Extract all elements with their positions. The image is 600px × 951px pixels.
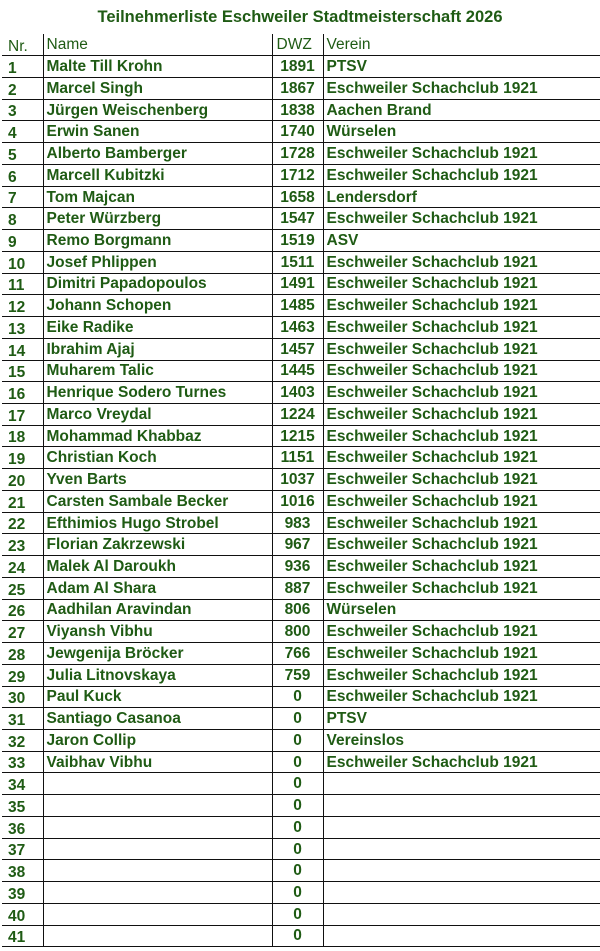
row-dwz: 766 xyxy=(272,643,323,665)
header-dwz: DWZ xyxy=(272,34,323,56)
row-nr: 20 xyxy=(2,469,43,491)
table-row xyxy=(2,534,600,556)
row-verein: Würselen xyxy=(323,599,600,621)
row-dwz: 759 xyxy=(272,664,323,686)
row-dwz: 1215 xyxy=(272,425,323,447)
row-dwz: 1016 xyxy=(272,490,323,512)
row-nr: 22 xyxy=(2,512,43,534)
table-row xyxy=(2,664,600,686)
row-verein: Eschweiler Schachclub 1921 xyxy=(323,77,600,99)
row-dwz: 1658 xyxy=(272,186,323,208)
row-name: Jürgen Weischenberg xyxy=(43,99,272,121)
row-verein: Eschweiler Schachclub 1921 xyxy=(323,382,600,404)
row-dwz: 936 xyxy=(272,556,323,578)
row-name: Christian Koch xyxy=(43,447,272,469)
row-dwz: 1037 xyxy=(272,469,323,491)
table-row xyxy=(2,816,600,838)
row-nr: 21 xyxy=(2,490,43,512)
row-name: Johann Schopen xyxy=(43,295,272,317)
row-verein: Lendersdorf xyxy=(323,186,600,208)
row-verein xyxy=(323,860,600,882)
row-nr: 5 xyxy=(2,143,43,165)
row-name: Adam Al Shara xyxy=(43,577,272,599)
table-row xyxy=(2,447,600,469)
row-nr: 35 xyxy=(2,795,43,817)
table-row xyxy=(2,56,600,78)
row-verein: Eschweiler Schachclub 1921 xyxy=(323,577,600,599)
row-dwz: 1457 xyxy=(272,338,323,360)
header-name: Name xyxy=(43,34,272,56)
row-verein: Eschweiler Schachclub 1921 xyxy=(323,273,600,295)
row-dwz: 1445 xyxy=(272,360,323,382)
row-nr: 19 xyxy=(2,447,43,469)
table-row xyxy=(2,143,600,165)
row-nr: 1 xyxy=(2,56,43,78)
row-name: Santiago Casanoa xyxy=(43,708,272,730)
table-row xyxy=(2,925,600,947)
row-name xyxy=(43,795,272,817)
row-dwz: 0 xyxy=(272,795,323,817)
table-body xyxy=(2,56,600,947)
row-dwz: 1491 xyxy=(272,273,323,295)
table-row xyxy=(2,469,600,491)
row-verein: Eschweiler Schachclub 1921 xyxy=(323,664,600,686)
row-verein: Eschweiler Schachclub 1921 xyxy=(323,512,600,534)
row-nr: 28 xyxy=(2,643,43,665)
row-name: Florian Zakrzewski xyxy=(43,534,272,556)
table-row xyxy=(2,338,600,360)
row-nr: 13 xyxy=(2,317,43,339)
row-name: Jewgenija Bröcker xyxy=(43,643,272,665)
row-verein: Eschweiler Schachclub 1921 xyxy=(323,338,600,360)
row-verein: Eschweiler Schachclub 1921 xyxy=(323,686,600,708)
row-name: Malek Al Daroukh xyxy=(43,556,272,578)
row-dwz: 1867 xyxy=(272,77,323,99)
row-verein: Eschweiler Schachclub 1921 xyxy=(323,403,600,425)
row-verein: Eschweiler Schachclub 1921 xyxy=(323,751,600,773)
table-row xyxy=(2,164,600,186)
header-nr: Nr. xyxy=(2,34,43,56)
row-name: Aadhilan Aravindan xyxy=(43,599,272,621)
row-nr: 16 xyxy=(2,382,43,404)
row-dwz: 806 xyxy=(272,599,323,621)
row-nr: 6 xyxy=(2,164,43,186)
row-verein xyxy=(323,903,600,925)
table-row xyxy=(2,882,600,904)
row-dwz: 0 xyxy=(272,816,323,838)
row-verein: PTSV xyxy=(323,56,600,78)
row-nr: 37 xyxy=(2,838,43,860)
table-row xyxy=(2,382,600,404)
row-dwz: 1463 xyxy=(272,317,323,339)
row-verein: Eschweiler Schachclub 1921 xyxy=(323,534,600,556)
table-header-row xyxy=(2,34,600,56)
row-nr: 11 xyxy=(2,273,43,295)
row-nr: 23 xyxy=(2,534,43,556)
table-row xyxy=(2,686,600,708)
row-name: Dimitri Papadopoulos xyxy=(43,273,272,295)
row-dwz: 0 xyxy=(272,686,323,708)
row-verein: Eschweiler Schachclub 1921 xyxy=(323,490,600,512)
row-name xyxy=(43,860,272,882)
row-verein xyxy=(323,882,600,904)
row-name: Vaibhav Vibhu xyxy=(43,751,272,773)
row-name: Marco Vreydal xyxy=(43,403,272,425)
row-verein: Eschweiler Schachclub 1921 xyxy=(323,447,600,469)
row-name: Paul Kuck xyxy=(43,686,272,708)
row-verein: Eschweiler Schachclub 1921 xyxy=(323,164,600,186)
row-nr: 27 xyxy=(2,621,43,643)
row-nr: 10 xyxy=(2,251,43,273)
row-dwz: 1728 xyxy=(272,143,323,165)
table-row xyxy=(2,186,600,208)
row-name xyxy=(43,773,272,795)
row-verein: Vereinslos xyxy=(323,730,600,752)
row-verein: Eschweiler Schachclub 1921 xyxy=(323,208,600,230)
row-verein: Eschweiler Schachclub 1921 xyxy=(323,469,600,491)
row-verein xyxy=(323,773,600,795)
row-dwz: 1151 xyxy=(272,447,323,469)
row-nr: 18 xyxy=(2,425,43,447)
row-verein: Eschweiler Schachclub 1921 xyxy=(323,425,600,447)
row-dwz: 1485 xyxy=(272,295,323,317)
row-name: Alberto Bamberger xyxy=(43,143,272,165)
row-name xyxy=(43,925,272,947)
table-row xyxy=(2,512,600,534)
row-nr: 17 xyxy=(2,403,43,425)
row-verein xyxy=(323,816,600,838)
table-row xyxy=(2,556,600,578)
row-name: Viyansh Vibhu xyxy=(43,621,272,643)
row-dwz: 0 xyxy=(272,708,323,730)
row-dwz: 1224 xyxy=(272,403,323,425)
row-verein: Würselen xyxy=(323,121,600,143)
row-name: Marcel Singh xyxy=(43,77,272,99)
table-row xyxy=(2,425,600,447)
table-row xyxy=(2,773,600,795)
table-row xyxy=(2,360,600,382)
row-verein: Eschweiler Schachclub 1921 xyxy=(323,317,600,339)
row-nr: 7 xyxy=(2,186,43,208)
row-name: Josef Phlippen xyxy=(43,251,272,273)
row-dwz: 800 xyxy=(272,621,323,643)
row-verein: Aachen Brand xyxy=(323,99,600,121)
row-dwz: 1891 xyxy=(272,56,323,78)
row-name: Marcell Kubitzki xyxy=(43,164,272,186)
table-row xyxy=(2,121,600,143)
row-dwz: 1740 xyxy=(272,121,323,143)
row-nr: 25 xyxy=(2,577,43,599)
row-nr: 9 xyxy=(2,230,43,252)
row-dwz: 1403 xyxy=(272,382,323,404)
row-verein: Eschweiler Schachclub 1921 xyxy=(323,556,600,578)
table-row xyxy=(2,208,600,230)
table-row xyxy=(2,860,600,882)
row-nr: 32 xyxy=(2,730,43,752)
row-nr: 34 xyxy=(2,773,43,795)
table-row xyxy=(2,99,600,121)
row-name: Muharem Talic xyxy=(43,360,272,382)
row-verein: ASV xyxy=(323,230,600,252)
table-row xyxy=(2,577,600,599)
row-dwz: 887 xyxy=(272,577,323,599)
row-name: Efthimios Hugo Strobel xyxy=(43,512,272,534)
row-nr: 24 xyxy=(2,556,43,578)
table-row xyxy=(2,403,600,425)
row-dwz: 1547 xyxy=(272,208,323,230)
row-dwz: 0 xyxy=(272,838,323,860)
row-nr: 36 xyxy=(2,816,43,838)
row-verein xyxy=(323,925,600,947)
row-nr: 41 xyxy=(2,925,43,947)
table-row xyxy=(2,251,600,273)
row-nr: 3 xyxy=(2,99,43,121)
row-verein: Eschweiler Schachclub 1921 xyxy=(323,251,600,273)
row-nr: 26 xyxy=(2,599,43,621)
row-nr: 14 xyxy=(2,338,43,360)
row-name: Henrique Sodero Turnes xyxy=(43,382,272,404)
row-dwz: 967 xyxy=(272,534,323,556)
row-dwz: 1712 xyxy=(272,164,323,186)
row-name xyxy=(43,882,272,904)
row-verein: PTSV xyxy=(323,708,600,730)
row-dwz: 0 xyxy=(272,903,323,925)
row-verein xyxy=(323,838,600,860)
table-row xyxy=(2,77,600,99)
row-name xyxy=(43,903,272,925)
row-name: Remo Borgmann xyxy=(43,230,272,252)
row-name xyxy=(43,816,272,838)
row-nr: 2 xyxy=(2,77,43,99)
table-row xyxy=(2,708,600,730)
row-name: Mohammad Khabbaz xyxy=(43,425,272,447)
table-row xyxy=(2,730,600,752)
table-row xyxy=(2,490,600,512)
row-name: Malte Till Krohn xyxy=(43,56,272,78)
table-row xyxy=(2,317,600,339)
row-dwz: 0 xyxy=(272,860,323,882)
row-name: Eike Radike xyxy=(43,317,272,339)
row-name: Erwin Sanen xyxy=(43,121,272,143)
row-dwz: 983 xyxy=(272,512,323,534)
row-nr: 31 xyxy=(2,708,43,730)
table-row xyxy=(2,295,600,317)
table-row xyxy=(2,599,600,621)
row-nr: 29 xyxy=(2,664,43,686)
row-dwz: 1519 xyxy=(272,230,323,252)
participant-table xyxy=(2,34,600,947)
row-verein: Eschweiler Schachclub 1921 xyxy=(323,143,600,165)
row-nr: 4 xyxy=(2,121,43,143)
row-nr: 12 xyxy=(2,295,43,317)
row-verein: Eschweiler Schachclub 1921 xyxy=(323,295,600,317)
page-title: Teilnehmerliste Eschweiler Stadtmeisterschaft 2026 xyxy=(97,8,503,26)
row-name: Carsten Sambale Becker xyxy=(43,490,272,512)
row-name: Peter Würzberg xyxy=(43,208,272,230)
table-row xyxy=(2,795,600,817)
row-name: Jaron Collip xyxy=(43,730,272,752)
row-name: Yven Barts xyxy=(43,469,272,491)
row-dwz: 1511 xyxy=(272,251,323,273)
row-verein: Eschweiler Schachclub 1921 xyxy=(323,643,600,665)
row-nr: 8 xyxy=(2,208,43,230)
row-verein: Eschweiler Schachclub 1921 xyxy=(323,360,600,382)
row-dwz: 0 xyxy=(272,925,323,947)
row-nr: 15 xyxy=(2,360,43,382)
row-dwz: 0 xyxy=(272,773,323,795)
table-row xyxy=(2,273,600,295)
row-dwz: 0 xyxy=(272,882,323,904)
row-nr: 39 xyxy=(2,882,43,904)
row-name xyxy=(43,838,272,860)
row-name: Julia Litnovskaya xyxy=(43,664,272,686)
row-name: Tom Majcan xyxy=(43,186,272,208)
table-row xyxy=(2,838,600,860)
row-verein: Eschweiler Schachclub 1921 xyxy=(323,621,600,643)
row-dwz: 1838 xyxy=(272,99,323,121)
row-dwz: 0 xyxy=(272,730,323,752)
table-row xyxy=(2,751,600,773)
row-dwz: 0 xyxy=(272,751,323,773)
row-name: Ibrahim Ajaj xyxy=(43,338,272,360)
table-row xyxy=(2,621,600,643)
row-verein xyxy=(323,795,600,817)
table-row xyxy=(2,230,600,252)
header-verein: Verein xyxy=(323,34,600,56)
row-nr: 38 xyxy=(2,860,43,882)
table-row xyxy=(2,643,600,665)
table-row xyxy=(2,903,600,925)
row-nr: 30 xyxy=(2,686,43,708)
row-nr: 33 xyxy=(2,751,43,773)
row-nr: 40 xyxy=(2,903,43,925)
